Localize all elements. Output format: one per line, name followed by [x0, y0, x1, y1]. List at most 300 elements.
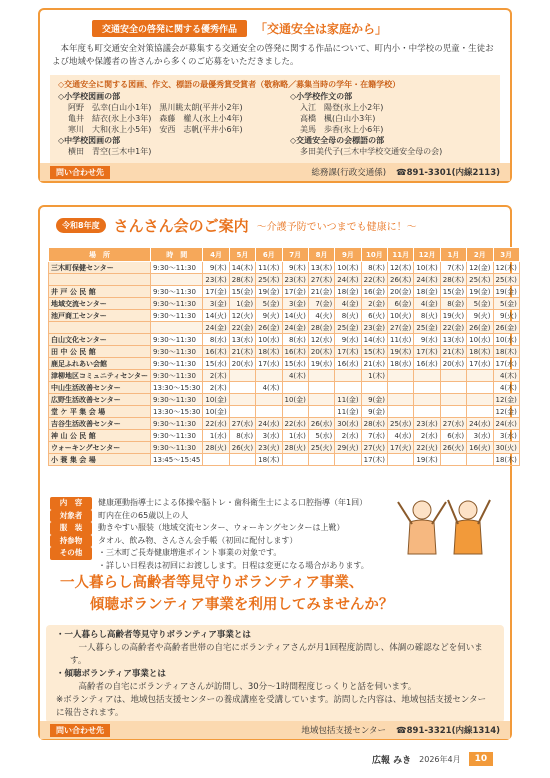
sansan-title: さんさん会のご案内 [113, 217, 249, 235]
date-cell: 21(木) [229, 346, 255, 358]
date-cell: 18(木) [256, 346, 282, 358]
table-row [49, 322, 520, 334]
venue-cell: 地域交流センター [49, 298, 151, 310]
date-cell: 24(水) [467, 418, 493, 430]
date-cell [335, 382, 361, 394]
date-cell [256, 370, 282, 382]
date-cell: 5(金) [256, 298, 282, 310]
date-cell: 17(金) [282, 286, 308, 298]
date-cell: 10(水) [256, 334, 282, 346]
table-row [49, 262, 520, 274]
date-cell: 2(水) [335, 430, 361, 442]
date-cell: 15(金) [440, 286, 466, 298]
column-header: 4月 [203, 248, 229, 262]
venue-cell [49, 274, 151, 286]
date-cell: 25(火) [308, 442, 334, 454]
date-cell: 16(水) [335, 358, 361, 370]
date-cell: 19(金) [256, 286, 282, 298]
time-cell [151, 322, 203, 334]
table-row [49, 370, 520, 382]
date-cell: 16(火) [467, 442, 493, 454]
date-cell: 23(木) [282, 274, 308, 286]
date-cell: 19(木) [414, 454, 440, 466]
award-section [38, 8, 512, 183]
info-label: 服 装 [50, 522, 92, 535]
date-cell: 12(金) [493, 394, 519, 406]
date-cell: 19(水) [308, 358, 334, 370]
date-cell: 24(水) [256, 418, 282, 430]
date-cell: 28(水) [361, 418, 387, 430]
date-cell [388, 394, 414, 406]
date-cell: 13(水) [440, 334, 466, 346]
date-cell: 29(火) [335, 442, 361, 454]
date-cell: 7(水) [361, 430, 387, 442]
date-cell [440, 454, 466, 466]
award-tag: 交通安全の啓発に関する優秀作品 [92, 20, 247, 37]
schedule-table [48, 247, 520, 466]
winner-names: 阿野 弘幸(白山小1年) 黒川眺太朗(平井小2年) 亀井 結衣(氷上小3年) 森藤 權人(氷上小4年) 寒川 大和(氷上小5年) 安西 志帆(平井小6年) [68, 103, 243, 134]
date-cell: 17(金) [203, 286, 229, 298]
date-cell: 13(木) [308, 262, 334, 274]
column-header: 10月 [361, 248, 387, 262]
date-cell: 9(木) [282, 262, 308, 274]
date-cell: 3(水) [493, 430, 519, 442]
date-cell: 16(木) [282, 346, 308, 358]
winner-names: 多田美代子(三木中学校交通安全母の会) [300, 147, 443, 156]
date-cell: 9(木) [203, 262, 229, 274]
winner-names: 入江 陽登(氷上小2年) 高橋 楓(白山小3年) 美馬 歩香(氷上小6年) [300, 103, 384, 134]
date-cell: 11(金) [335, 394, 361, 406]
date-cell: 8(水) [282, 334, 308, 346]
award-intro: 本年度も町交通安全対策協議会が募集する交通安全の啓発に関する作品について、町内小・中学校の児童・生徒および地域や保護者の皆さんから多くのご応募をいただきました。 [52, 44, 494, 67]
date-cell: 24(金) [282, 322, 308, 334]
date-cell [335, 454, 361, 466]
date-cell: 4(金) [335, 298, 361, 310]
date-cell: 2(金) [361, 298, 387, 310]
date-cell: 18(木) [493, 454, 519, 466]
date-cell: 4(木) [256, 382, 282, 394]
date-cell: 15(金) [229, 286, 255, 298]
date-cell: 26(火) [440, 442, 466, 454]
date-cell: 8(水) [229, 430, 255, 442]
date-cell [203, 454, 229, 466]
vol-body-2: 高齢者の自宅にボランティアさんが訪問し、30分～1時間程度じっくりと話を伺います。 [78, 682, 417, 692]
date-cell: 4(火) [308, 310, 334, 322]
date-cell: 5(水) [308, 430, 334, 442]
contact-dept: 地域包括支援センター [301, 726, 387, 736]
date-cell [388, 406, 414, 418]
date-cell: 8(金) [440, 298, 466, 310]
date-cell: 22(木) [361, 274, 387, 286]
date-cell: 9(火) [256, 310, 282, 322]
venue-cell: 津柳地区コミュニティセンター [49, 370, 151, 382]
table-row [49, 274, 520, 286]
date-cell: 10(木) [335, 262, 361, 274]
date-cell: 9(水) [414, 334, 440, 346]
info-label: その他 [50, 547, 92, 560]
award-contact-bar [40, 163, 510, 181]
date-cell: 12(金) [467, 262, 493, 274]
date-cell: 25(金) [414, 322, 440, 334]
date-cell: 10(水) [467, 334, 493, 346]
time-cell: 9:30～11:30 [151, 286, 203, 298]
time-cell [151, 274, 203, 286]
date-cell: 12(水) [308, 334, 334, 346]
date-cell: 2(水) [414, 430, 440, 442]
date-cell: 19(金) [493, 286, 519, 298]
brand-logo: 広報 みき [372, 755, 412, 766]
venue-cell: 堂 ケ 平 集 会 場 [49, 406, 151, 418]
date-cell: 5(金) [467, 298, 493, 310]
date-cell: 30(水) [335, 418, 361, 430]
column-header: 場 所 [49, 248, 151, 262]
contact-tel: ☎891-3321(内線1314) [396, 726, 500, 736]
date-cell: 4(木) [493, 370, 519, 382]
column-header: 1月 [440, 248, 466, 262]
date-cell: 18(水) [388, 358, 414, 370]
info-text: 健康運動指導士による体操や脳トレ・歯科衛生士による口腔指導（年1回） [98, 498, 368, 507]
venue-cell: 広野生活改善センター [49, 394, 151, 406]
winners-title: ◇交通安全に関する図画、作文、標語の最優秀賞受賞者（敬称略／募集当時の学年・在籍学校） [58, 80, 401, 89]
time-cell: 9:30～11:30 [151, 418, 203, 430]
date-cell [282, 382, 308, 394]
date-cell: 18(木) [493, 346, 519, 358]
date-cell: 24(金) [203, 322, 229, 334]
date-cell: 3(金) [203, 298, 229, 310]
date-cell: 10(金) [203, 406, 229, 418]
date-cell: 27(金) [388, 322, 414, 334]
date-cell: 28(木) [440, 274, 466, 286]
venue-cell: 吉谷生活改善センター [49, 418, 151, 430]
date-cell: 24(木) [335, 274, 361, 286]
venue-cell: 中山生活改善センター [49, 382, 151, 394]
vol-note: ※ボランティアは、地域包括支援センターの養成講座を受講しています。訪問した内容は、地域包括支援センターに報告されます。 [56, 695, 487, 718]
column-header: 7月 [282, 248, 308, 262]
date-cell [440, 394, 466, 406]
venue-cell [49, 322, 151, 334]
date-cell: 4(金) [414, 298, 440, 310]
date-cell [282, 406, 308, 418]
date-cell: 11(水) [388, 334, 414, 346]
date-cell: 8(木) [361, 262, 387, 274]
column-header: 6月 [256, 248, 282, 262]
date-cell [414, 382, 440, 394]
date-cell [282, 454, 308, 466]
date-cell: 26(木) [388, 274, 414, 286]
table-row [49, 442, 520, 454]
date-cell: 3(金) [282, 298, 308, 310]
time-cell: 9:30～11:30 [151, 298, 203, 310]
table-row [49, 454, 520, 466]
sansan-subtitle: ～介護予防でいつまでも健康に！～ [256, 222, 417, 233]
date-cell [388, 454, 414, 466]
volunteer-headline-line1: 一人暮らし高齢者等見守りボランティア事業、 [60, 575, 364, 591]
vol-heading-2: ・傾聴ボランティア事業とは [56, 669, 166, 679]
time-cell: 13:45～15:45 [151, 454, 203, 466]
date-cell [335, 370, 361, 382]
date-cell: 9(火) [493, 310, 519, 322]
date-cell: 20(木) [308, 346, 334, 358]
date-cell: 2(木) [203, 382, 229, 394]
table-row [49, 346, 520, 358]
sansan-section [38, 205, 517, 740]
table-row [49, 430, 520, 442]
date-cell: 27(水) [440, 418, 466, 430]
info-text: 動きやすい服装（地域交流センター、ウォーキングセンターは上靴） [98, 523, 345, 532]
info-note: ・詳しい日程表は初回にお渡しします。日程は変更になる場合があります。 [98, 560, 369, 570]
date-cell: 25(金) [335, 322, 361, 334]
date-cell: 22(金) [229, 322, 255, 334]
date-cell: 13(水) [229, 334, 255, 346]
date-cell: 9(金) [361, 406, 387, 418]
table-row [49, 418, 520, 430]
venue-cell: 井 戸 公 民 館 [49, 286, 151, 298]
date-cell: 16(木) [203, 346, 229, 358]
date-cell: 30(火) [493, 442, 519, 454]
date-cell [308, 406, 334, 418]
date-cell: 23(水) [414, 418, 440, 430]
date-cell: 19(金) [467, 286, 493, 298]
date-cell: 6(水) [440, 430, 466, 442]
date-cell: 28(金) [308, 322, 334, 334]
date-cell: 10(火) [388, 310, 414, 322]
date-cell: 25(木) [467, 274, 493, 286]
date-cell: 18(金) [335, 286, 361, 298]
award-slogan: 「交通安全は家庭から」 [255, 22, 388, 36]
column-header: 3月 [493, 248, 519, 262]
column-header: 8月 [308, 248, 334, 262]
date-cell [467, 406, 493, 418]
date-cell: 24(木) [414, 274, 440, 286]
date-cell: 18(木) [256, 454, 282, 466]
vol-heading-1: ・一人暮らし高齢者等見守りボランティア事業とは [56, 630, 251, 640]
date-cell: 16(金) [361, 286, 387, 298]
time-cell: 9:30～11:30 [151, 334, 203, 346]
time-cell: 9:30～11:30 [151, 394, 203, 406]
date-cell: 20(金) [388, 286, 414, 298]
time-cell: 9:30～11:30 [151, 430, 203, 442]
date-cell: 18(木) [467, 346, 493, 358]
date-cell: 20(水) [229, 358, 255, 370]
date-cell: 17(木) [361, 454, 387, 466]
date-cell: 9(水) [335, 334, 361, 346]
date-cell: 6(火) [361, 310, 387, 322]
date-cell: 17(水) [467, 358, 493, 370]
date-cell: 22(水) [282, 418, 308, 430]
date-cell [229, 370, 255, 382]
table-row [49, 358, 520, 370]
vol-body-1: 一人暮らしの高齢者や高齢者世帯の自宅にボランティアさんが月1回程度訪問し、体調の確認などを伺います。 [70, 643, 483, 666]
date-cell: 17(木) [414, 346, 440, 358]
date-cell: 2(木) [203, 370, 229, 382]
date-cell: 15(木) [361, 346, 387, 358]
venue-cell: 鹿足ふれあい会館 [49, 358, 151, 370]
date-cell: 7(木) [440, 262, 466, 274]
date-cell: 26(水) [308, 418, 334, 430]
date-cell: 1(木) [361, 370, 387, 382]
date-cell: 4(木) [493, 382, 519, 394]
date-cell [414, 394, 440, 406]
time-cell: 13:30～15:30 [151, 406, 203, 418]
date-cell: 12(火) [229, 310, 255, 322]
contact-label: 問い合わせ先 [50, 166, 110, 179]
date-cell: 10(金) [203, 394, 229, 406]
date-cell [414, 406, 440, 418]
date-cell: 14(木) [229, 262, 255, 274]
category-elementary-drawing: ◇小学校図画の部 [58, 92, 121, 101]
info-row [50, 522, 370, 535]
date-cell: 22(火) [414, 442, 440, 454]
date-cell: 1(金) [229, 298, 255, 310]
info-text: 町内在住の65歳以上の人 [98, 510, 189, 520]
venue-cell: 三木町保健センター [49, 262, 151, 274]
date-cell [256, 406, 282, 418]
date-cell: 10(水) [493, 334, 519, 346]
date-cell: 7(金) [308, 298, 334, 310]
date-cell: 18(金) [414, 286, 440, 298]
date-cell: 23(木) [203, 274, 229, 286]
contact-dept: 総務課(行政交通係) [311, 168, 387, 178]
date-cell: 15(水) [203, 358, 229, 370]
info-row [50, 535, 370, 548]
venue-cell: 田 中 公 民 館 [49, 346, 151, 358]
date-cell [440, 370, 466, 382]
date-cell: 27(水) [229, 418, 255, 430]
date-cell: 27(火) [361, 442, 387, 454]
date-cell: 12(木) [388, 262, 414, 274]
date-cell: 27(木) [308, 274, 334, 286]
table-row [49, 286, 520, 298]
date-cell [308, 370, 334, 382]
date-cell: 21(水) [361, 358, 387, 370]
date-cell: 20(水) [440, 358, 466, 370]
info-text: タオル、飲み物、さんさん会手帳（初回に配付します） [98, 535, 298, 545]
date-cell: 12(木) [493, 262, 519, 274]
date-cell: 19(木) [388, 346, 414, 358]
date-cell: 19(火) [440, 310, 466, 322]
date-cell: 28(火) [203, 442, 229, 454]
date-cell [308, 382, 334, 394]
page-footer [372, 752, 493, 766]
date-cell: 26(金) [467, 322, 493, 334]
info-row [50, 547, 370, 560]
date-cell: 8(火) [335, 310, 361, 322]
date-cell [361, 382, 387, 394]
date-cell: 9(火) [467, 310, 493, 322]
date-cell: 9(金) [361, 394, 387, 406]
table-row [49, 334, 520, 346]
column-header: 12月 [414, 248, 440, 262]
date-cell: 26(金) [493, 322, 519, 334]
date-cell: 26(火) [229, 442, 255, 454]
date-cell: 25(木) [256, 274, 282, 286]
volunteer-headline-line2: 傾聴ボランティア事業を利用してみませんか？ [90, 597, 394, 613]
category-junior-drawing: ◇中学校図画の部 [58, 136, 121, 145]
table-row [49, 298, 520, 310]
date-cell [256, 394, 282, 406]
time-cell: 13:30～15:30 [151, 382, 203, 394]
date-cell: 17(水) [493, 358, 519, 370]
category-elementary-essay: ◇小学校作文の部 [290, 92, 353, 101]
date-cell: 24(水) [493, 418, 519, 430]
date-cell [440, 406, 466, 418]
info-row [50, 510, 370, 523]
time-cell: 9:30～11:30 [151, 346, 203, 358]
date-cell [467, 370, 493, 382]
date-cell: 11(金) [335, 406, 361, 418]
table-row [49, 406, 520, 418]
column-header: 5月 [229, 248, 255, 262]
date-cell [229, 406, 255, 418]
date-cell [229, 454, 255, 466]
year-badge: 令和8年度 [56, 218, 106, 233]
date-cell: 8(火) [414, 310, 440, 322]
info-label: 内 容 [50, 497, 92, 510]
date-cell: 17(水) [256, 358, 282, 370]
column-header: 2月 [467, 248, 493, 262]
time-cell: 9:30～11:30 [151, 358, 203, 370]
column-header: 時 間 [151, 248, 203, 262]
date-cell [440, 382, 466, 394]
date-cell [467, 382, 493, 394]
date-cell: 28(木) [229, 274, 255, 286]
date-cell: 22(金) [440, 322, 466, 334]
time-cell: 9:30～11:30 [151, 370, 203, 382]
date-cell: 4(木) [282, 370, 308, 382]
info-list [50, 497, 370, 572]
winner-names: 横田 青空(三木中1年) [68, 147, 152, 156]
date-cell: 5(金) [493, 298, 519, 310]
date-cell [308, 394, 334, 406]
date-cell [388, 382, 414, 394]
time-cell: 9:30～11:30 [151, 262, 203, 274]
contact-label: 問い合わせ先 [50, 724, 110, 737]
date-cell [388, 370, 414, 382]
date-cell: 22(水) [203, 418, 229, 430]
date-cell [229, 394, 255, 406]
info-row [50, 497, 370, 510]
date-cell: 17(木) [335, 346, 361, 358]
column-header: 9月 [335, 248, 361, 262]
date-cell: 21(金) [308, 286, 334, 298]
date-cell: 25(木) [493, 274, 519, 286]
date-cell [308, 454, 334, 466]
table-row [49, 394, 520, 406]
winners-box [50, 75, 500, 165]
volunteer-details [46, 625, 504, 723]
date-cell: 11(木) [256, 262, 282, 274]
date-cell [467, 454, 493, 466]
exercise-figures-illustration [390, 492, 500, 562]
info-text: ・三木町ご長寿健康増進ポイント事業の対象です。 [98, 548, 282, 557]
date-cell: 16(水) [414, 358, 440, 370]
venue-cell: 池戸商工センター [49, 310, 151, 322]
date-cell: 6(金) [388, 298, 414, 310]
date-cell: 26(金) [256, 322, 282, 334]
info-label: 持参物 [50, 535, 92, 548]
issue-date: 2026年4月 [419, 754, 461, 764]
venue-cell: ウォーキングセンター [49, 442, 151, 454]
info-label: 対象者 [50, 510, 92, 523]
date-cell: 14(火) [282, 310, 308, 322]
date-cell: 3(水) [256, 430, 282, 442]
page-number: 10 [469, 752, 494, 766]
sansan-contact-bar [40, 721, 510, 739]
category-mothers-slogan: ◇交通安全母の会標語の部 [290, 136, 385, 145]
date-cell: 17(火) [388, 442, 414, 454]
date-cell: 21(木) [440, 346, 466, 358]
date-cell: 1(水) [282, 430, 308, 442]
